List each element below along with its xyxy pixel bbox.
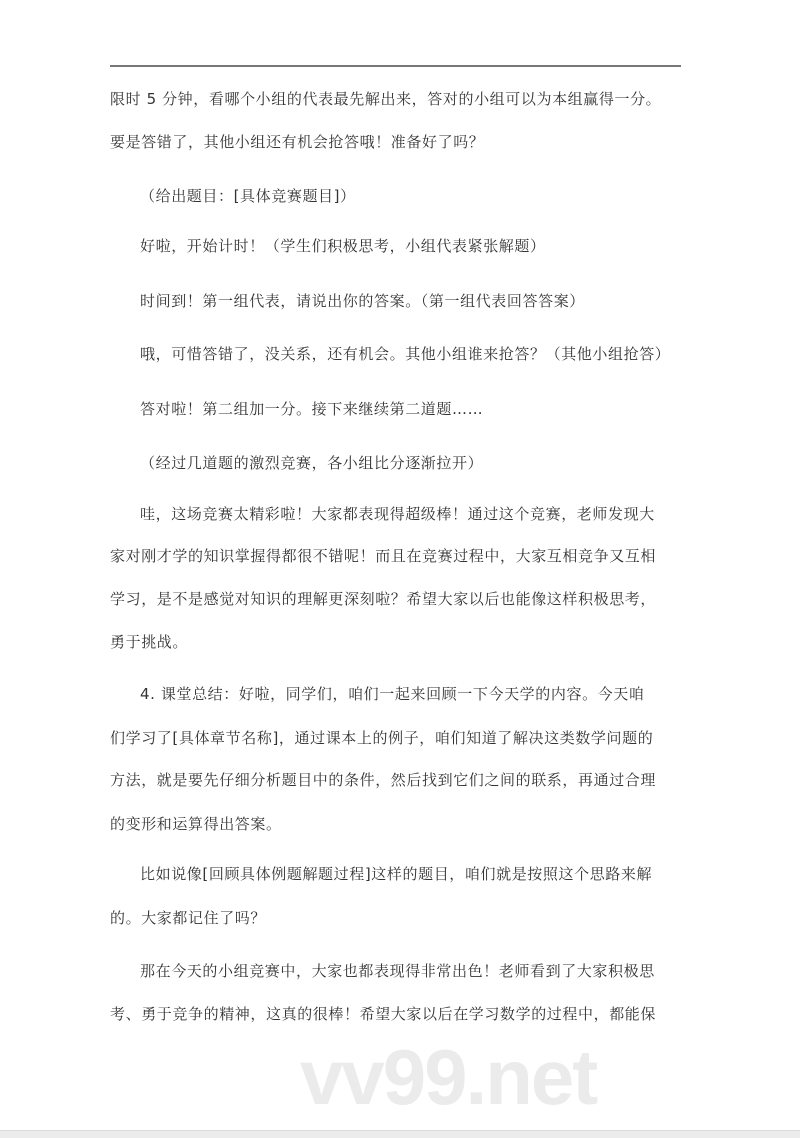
text-line: 答对啦！第二组加一分。接下来继续第二道题……	[140, 400, 484, 418]
text-line: 哇，这场竞赛太精彩啦！大家都表现得超级棒！通过这个竞赛，老师发现大	[140, 505, 655, 523]
text-line: 方法，就是要先仔细分析题目中的条件，然后找到它们之间的联系，再通过合理	[110, 771, 657, 789]
text-line: 那在今天的小组竞赛中，大家也都表现得非常出色！老师看到了大家积极思	[140, 962, 655, 980]
text-line: 比如说像[回顾具体例题解题过程]这样的题目，咱们就是按照这个思路来解	[140, 865, 653, 883]
text-line: 时间到！第一组代表，请说出你的答案。（第一组代表回答答案）	[140, 292, 585, 310]
text-line: （经过几道题的激烈竞赛，各小组比分逐渐拉开）	[140, 454, 484, 472]
text-line: 限时 5 分钟，看哪个小组的代表最先解出来，答对的小组可以为本组赢得一分。	[110, 90, 662, 108]
text-line: 哦，可惜答错了，没关系，还有机会。其他小组谁来抢答？（其他小组抢答）	[140, 345, 671, 363]
text-line: 要是答错了，其他小组还有机会抢答哦！准备好了吗？	[110, 133, 485, 151]
watermark: vv99.net	[300, 1033, 597, 1121]
text-line: 考、勇于竞争的精神，这真的很棒！希望大家以后在学习数学的过程中，都能保	[110, 1005, 657, 1023]
text-line: 4. 课堂总结：好啦，同学们，咱们一起来回顾一下今天学的内容。今天咱	[140, 685, 645, 703]
text-line: 好啦，开始计时！（学生们积极思考，小组代表紧张解题）	[140, 237, 546, 255]
text-line: 们学习了[具体章节名称]，通过课本上的例子，咱们知道了解决这类数学问题的	[110, 729, 654, 747]
text-line: 学习，是不是感觉对知识的理解更深刻啦？希望大家以后也能像这样积极思考，	[110, 590, 657, 608]
text-line: 的。大家都记住了吗？	[110, 909, 267, 927]
text-line: 的变形和运算得出答案。	[110, 815, 282, 833]
text-line: 家对刚才学的知识掌握得都很不错呢！而且在竞赛过程中，大家互相竞争又互相	[110, 547, 657, 565]
header-rule	[110, 65, 681, 67]
text-line: 勇于挑战。	[110, 633, 189, 651]
text-line: （给出题目：[具体竞赛题目]）	[140, 187, 356, 205]
